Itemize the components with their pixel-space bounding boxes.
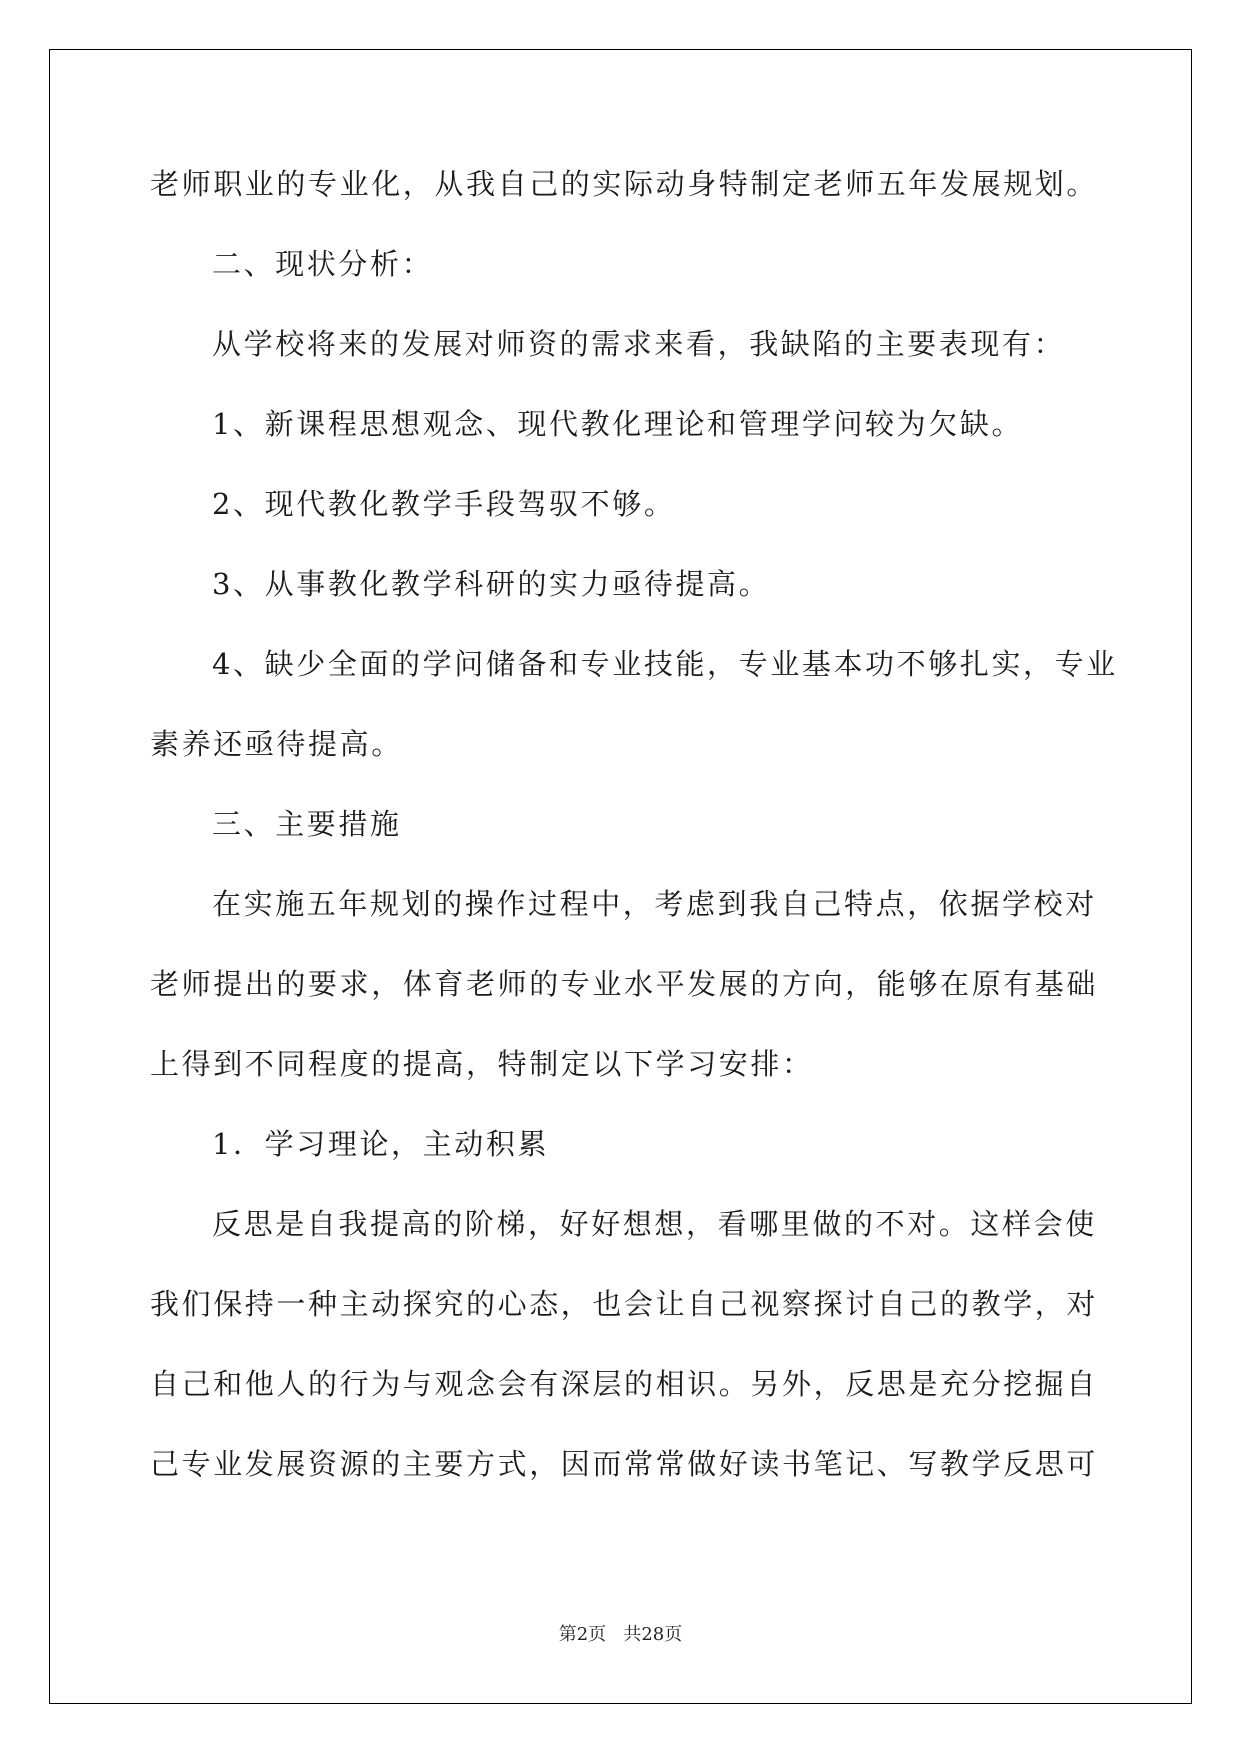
- page-number: 第2页 共28页: [558, 1624, 683, 1645]
- section-heading: 二、现状分析：: [212, 247, 434, 281]
- list-item: 1、新课程思想观念、现代教化理论和管理学问较为欠缺。: [212, 407, 1024, 441]
- text-line: 老师职业的专业化，从我自己的实际动身特制定老师五年发展规划。: [150, 167, 1099, 201]
- document-body: [150, 156, 1118, 1516]
- section-heading: 三、主要措施: [212, 807, 402, 841]
- text-line: 我们保持一种主动探究的心态，也会让自己视察探讨自己的教学，对: [150, 1287, 1099, 1321]
- text-line: 反思是自我提高的阶梯，好好想想，看哪里做的不对。这样会使: [212, 1207, 1097, 1241]
- text-line: 己专业发展资源的主要方式，因而常常做好读书笔记、写教学反思可: [150, 1447, 1099, 1481]
- list-item: 3、从事教化教学科研的实力亟待提高。: [212, 567, 771, 601]
- list-item: 4、缺少全面的学问储备和专业技能，专业基本功不够扎实，专业: [212, 647, 1118, 681]
- text-line: 素养还亟待提高。: [150, 727, 403, 761]
- page-number-footer: [0, 1620, 1241, 1646]
- text-line: 老师提出的要求，体育老师的专业水平发展的方向，能够在原有基础: [150, 967, 1099, 1001]
- subsection-heading: 1．学习理论，主动积累: [212, 1127, 550, 1161]
- text-line: 上得到不同程度的提高，特制定以下学习安排：: [150, 1047, 814, 1081]
- text-line: 从学校将来的发展对师资的需求来看，我缺陷的主要表现有：: [212, 327, 1066, 361]
- text-line: 在实施五年规划的操作过程中，考虑到我自己特点，依据学校对: [212, 887, 1097, 921]
- text-line: 自己和他人的行为与观念会有深层的相识。另外，反思是充分挖掘自: [150, 1367, 1099, 1401]
- list-item: 2、现代教化教学手段驾驭不够。: [212, 487, 676, 521]
